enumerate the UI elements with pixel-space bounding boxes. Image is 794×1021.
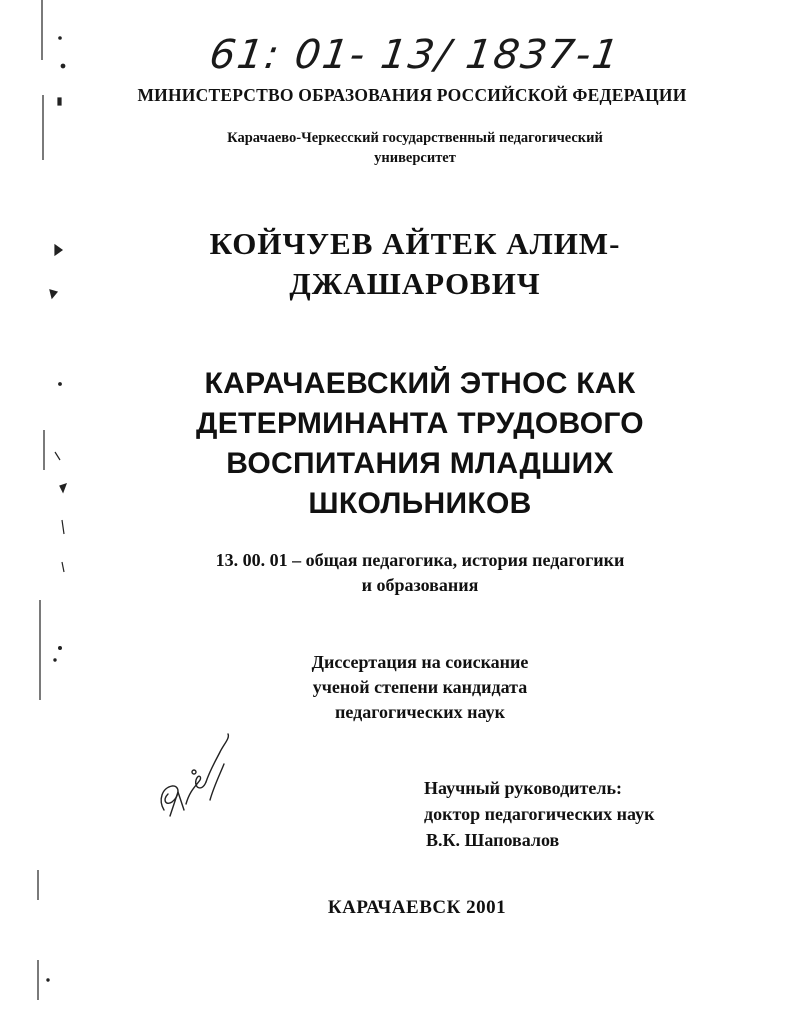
margin-speck (60, 484, 66, 492)
registry-code-block (0, 14, 794, 84)
scientific-supervisor (424, 775, 655, 853)
specialty-line-1: 13. 00. 01 – общая педагогика, история педагогики (215, 550, 625, 570)
title-line: КАРАЧАЕВСКИЙ ЭТНОС КАК (204, 367, 636, 400)
degree-line-1: Диссертация на соискание (311, 652, 529, 672)
university-name (0, 128, 794, 168)
margin-speck (55, 245, 62, 255)
supervisor-title: Научный руководитель: (424, 778, 622, 798)
signature-stroke (192, 770, 196, 774)
dissertation-title (140, 364, 700, 524)
signature-stroke (210, 764, 224, 800)
margin-speck (55, 452, 60, 460)
signature-stroke (170, 792, 184, 816)
degree-line-3: педагогических наук (335, 702, 505, 722)
university-line-2: университет (374, 150, 456, 166)
specialty-line-2: и образования (361, 575, 479, 595)
supervisor-degree: доктор педагогических наук (424, 804, 655, 824)
supervisor-name: В.К. Шаповалов (426, 830, 560, 850)
signature-stroke (186, 776, 206, 804)
author-line-2: ДЖАШАРОВИЧ (289, 266, 541, 301)
author-signature (150, 730, 240, 830)
registry-code: 61: 01- 13/ 1837-1 (206, 32, 624, 78)
degree-line-2: ученой степени кандидата (312, 677, 528, 697)
author-line-1: КОЙЧУЕВ АЙТЕК АЛИМ- (209, 226, 621, 261)
margin-speck (59, 383, 62, 386)
city-year: КАРАЧАЕВСК 2001 (327, 897, 507, 918)
margin-speck (62, 562, 64, 572)
title-line: ВОСПИТАНИЯ МЛАДШИХ (226, 447, 614, 480)
margin-speck (47, 979, 49, 981)
ministry-heading: МИНИСТЕРСТВО ОБРАЗОВАНИЯ РОССИЙСКОЙ ФЕДЕРАЦИИ (137, 85, 687, 105)
title-line: ДЕТЕРМИНАНТА ТРУДОВОГО (196, 407, 644, 440)
title-line: ШКОЛЬНИКОВ (308, 487, 532, 520)
university-line-1: Карачаево-Черкесский государственный педагогический (227, 130, 603, 146)
signature-stroke (206, 734, 228, 782)
margin-speck (62, 520, 64, 534)
margin-speck (59, 647, 62, 650)
specialty-code (150, 548, 690, 598)
margin-speck (50, 290, 57, 298)
degree-statement (250, 650, 590, 725)
margin-speck (54, 659, 56, 661)
author-name (170, 224, 660, 304)
